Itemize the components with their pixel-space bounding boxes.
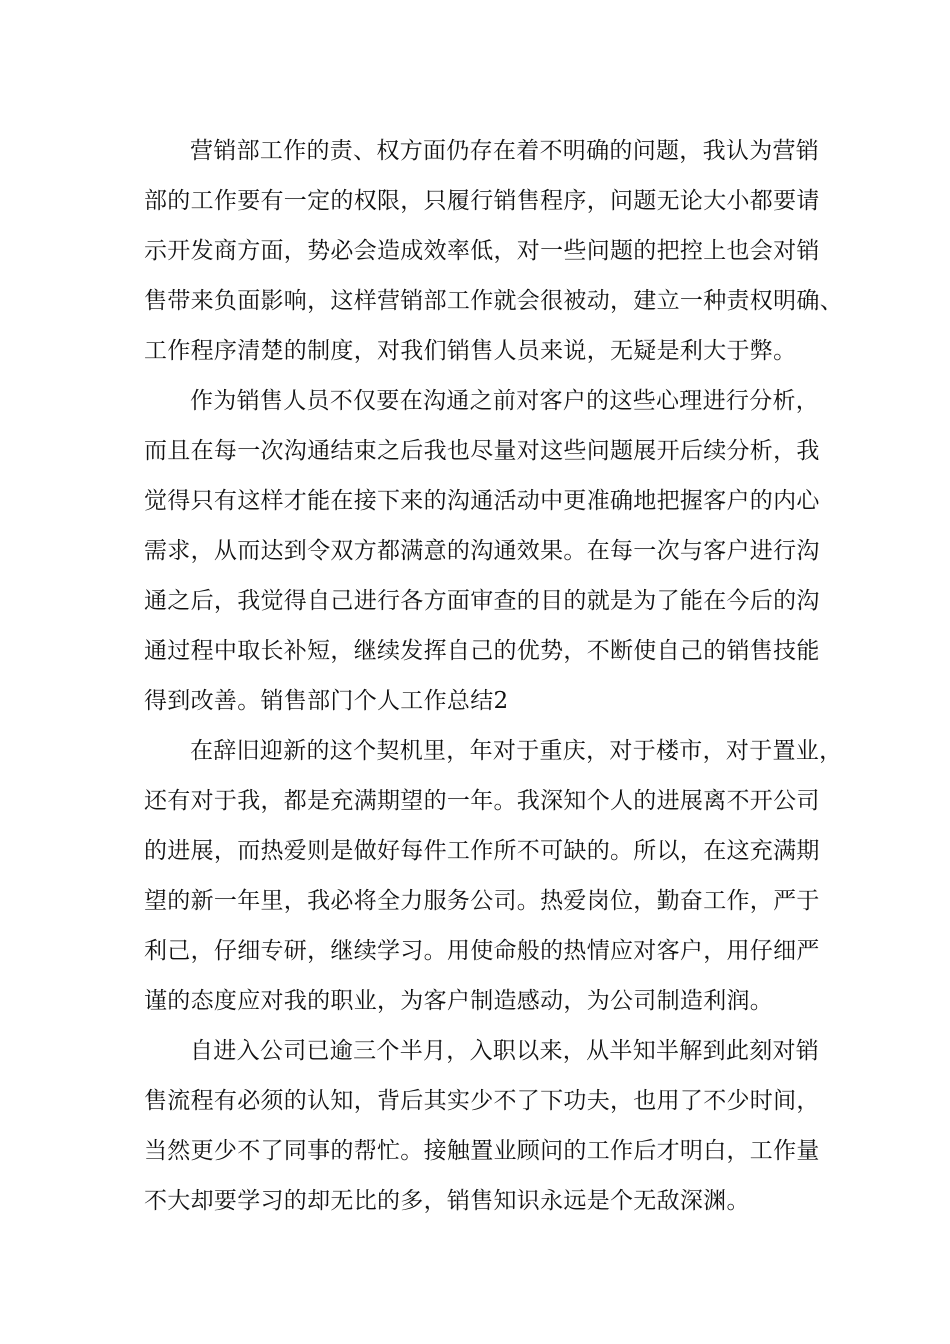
text-line: 谨的态度应对我的职业，为客户制造感动，为公司制造利润。	[144, 988, 774, 1014]
text-line: 觉得只有这样才能在接下来的沟通活动中更准确地把握客户的内心	[144, 488, 820, 514]
text-line: 需求，从而达到令双方都满意的沟通效果。在每一次与客户进行沟	[144, 538, 820, 564]
text-line: 自进入公司已逾三个半月，入职以来，从半知半解到此刻对销	[190, 1038, 820, 1064]
text-line: 在辞旧迎新的这个契机里，年对于重庆，对于楼市，对于置业，	[190, 738, 843, 764]
paragraph-2	[144, 376, 824, 726]
text-line: 通过程中取长补短，继续发挥自己的优势，不断使自己的销售技能	[144, 638, 820, 664]
text-line: 利己，仔细专研，继续学习。用使命般的热情应对客户，用仔细严	[144, 938, 820, 964]
text-line: 还有对于我，都是充满期望的一年。我深知个人的进展离不开公司	[144, 788, 820, 814]
text-line: 而且在每一次沟通结束之后我也尽量对这些问题展开后续分析，我	[144, 438, 820, 464]
text-line: 不大却要学习的却无比的多，销售知识永远是个无敌深渊。	[144, 1188, 750, 1214]
paragraph-3	[144, 726, 843, 1026]
text-line: 售流程有必须的认知，背后其实少不了下功夫，也用了不少时间，	[144, 1088, 820, 1114]
text-line: 作为销售人员不仅要在沟通之前对客户的这些心理进行分析，	[190, 388, 820, 414]
document-body	[144, 126, 843, 1226]
text-line: 的进展，而热爱则是做好每件工作所不可缺的。所以，在这充满期	[144, 838, 820, 864]
text-line: 售带来负面影响，这样营销部工作就会很被动，建立一种责权明确、	[144, 288, 843, 314]
text-line: 示开发商方面，势必会造成效率低，对一些问题的把控上也会对销	[144, 238, 820, 264]
text-line: 当然更少不了同事的帮忙。接触置业顾问的工作后才明白，工作量	[144, 1138, 820, 1164]
text-line: 部的工作要有一定的权限，只履行销售程序，问题无论大小都要请	[144, 188, 820, 214]
text-line: 工作程序清楚的制度，对我们销售人员来说，无疑是利大于弊。	[144, 338, 797, 364]
paragraph-4	[144, 1026, 824, 1226]
text-line: 营销部工作的责、权方面仍存在着不明确的问题，我认为营销	[190, 138, 820, 164]
paragraph-1	[144, 126, 843, 376]
text-line: 得到改善。销售部门个人工作总结2	[144, 688, 509, 714]
text-line: 通之后，我觉得自己进行各方面审查的目的就是为了能在今后的沟	[144, 588, 820, 614]
text-line: 望的新一年里，我必将全力服务公司。热爱岗位，勤奋工作，严于	[144, 888, 820, 914]
